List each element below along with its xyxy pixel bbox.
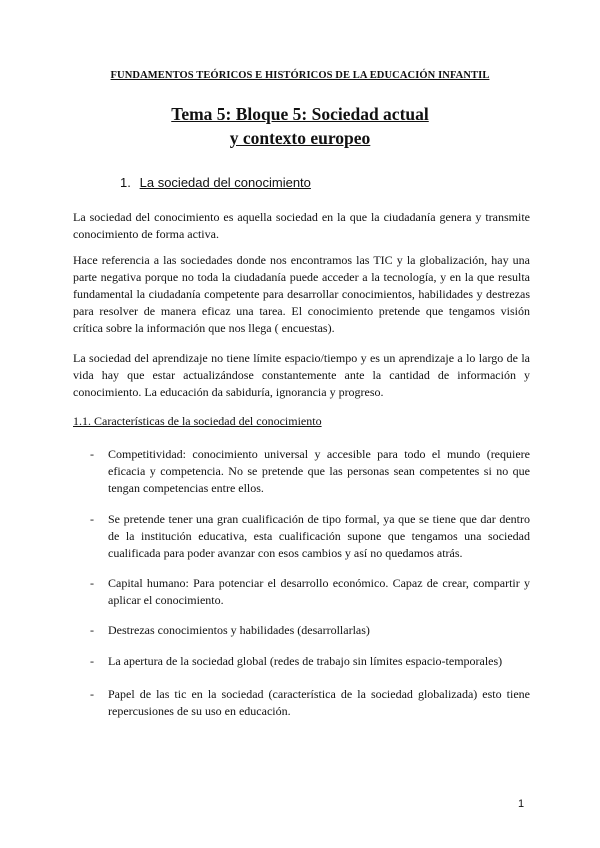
paragraph-references: Hace referencia a las sociedades donde nos encontramos las TIC y la globalización, hay una parte negativa porque no toda la ciudadanía puede acceder a la tecnología, y en la que resulta fundamental la ciudadanía competente para desarrollar conocimientos, habilidades y destrezas para resolver de manera eficaz una tarea. El conocimiento pretende que tengamos visión crítica sobre la información que nos llega ( encuestas). bbox=[73, 253, 530, 335]
bullet-dash: - bbox=[90, 687, 94, 701]
list-item-text: Competitividad: conocimiento universal y accesible para todo el mundo (requiere eficacia y competencia. No se pretende que las personas sean competentes si no que tengan competencias entre ellos. bbox=[108, 447, 530, 495]
subsection-heading: 1.1. Características de la sociedad del conocimiento bbox=[73, 414, 322, 428]
list-item-text: Destrezas conocimientos y habilidades (desarrollarlas) bbox=[108, 623, 370, 637]
list-item-text: Papel de las tic en la sociedad (característica de la sociedad globalizada) esto tiene repercusiones de su uso en educación. bbox=[108, 687, 530, 718]
paragraph-definition: La sociedad del conocimiento es aquella sociedad en la que la ciudadanía genera y transmite conocimiento de forma activa. bbox=[73, 210, 530, 241]
bullet-dash: - bbox=[90, 654, 94, 668]
bullet-dash: - bbox=[90, 623, 94, 637]
page-title-line-1: Tema 5: Bloque 5: Sociedad actual bbox=[171, 104, 429, 124]
bullet-dash: - bbox=[90, 512, 94, 526]
section-number: 1. bbox=[120, 175, 131, 190]
list-item-text: Capital humano: Para potenciar el desarrollo económico. Capaz de crear, compartir y aplicar el conocimiento. bbox=[108, 576, 530, 607]
section-title: La sociedad del conocimiento bbox=[139, 175, 311, 190]
bullet-dash: - bbox=[90, 447, 94, 461]
section-heading bbox=[120, 175, 311, 190]
page-number: 1 bbox=[518, 798, 525, 810]
paragraph-learning-society: La sociedad del aprendizaje no tiene límite espacio/tiempo y es un aprendizaje a lo largo de la vida hay que estar actualizándose constantemente ante la cantidad de información y conocimiento. La educación da sabiduría, ignorancia y progreso. bbox=[73, 351, 530, 399]
document-header: FUNDAMENTOS TEÓRICOS E HISTÓRICOS DE LA EDUCACIÓN INFANTIL bbox=[110, 70, 490, 81]
bullet-dash: - bbox=[90, 576, 94, 590]
list-item-text: La apertura de la sociedad global (redes de trabajo sin límites espacio-temporales) bbox=[108, 654, 503, 668]
list-item-text: Se pretende tener una gran cualificación de tipo formal, ya que se tiene que dar dentro de la institución educativa, esta cualificación supone que tengamos una sociedad cualificada para poder avanzar con esos cambios y así no quedamos atrás. bbox=[108, 512, 530, 560]
page-title-line-2: y contexto europeo bbox=[229, 128, 371, 148]
